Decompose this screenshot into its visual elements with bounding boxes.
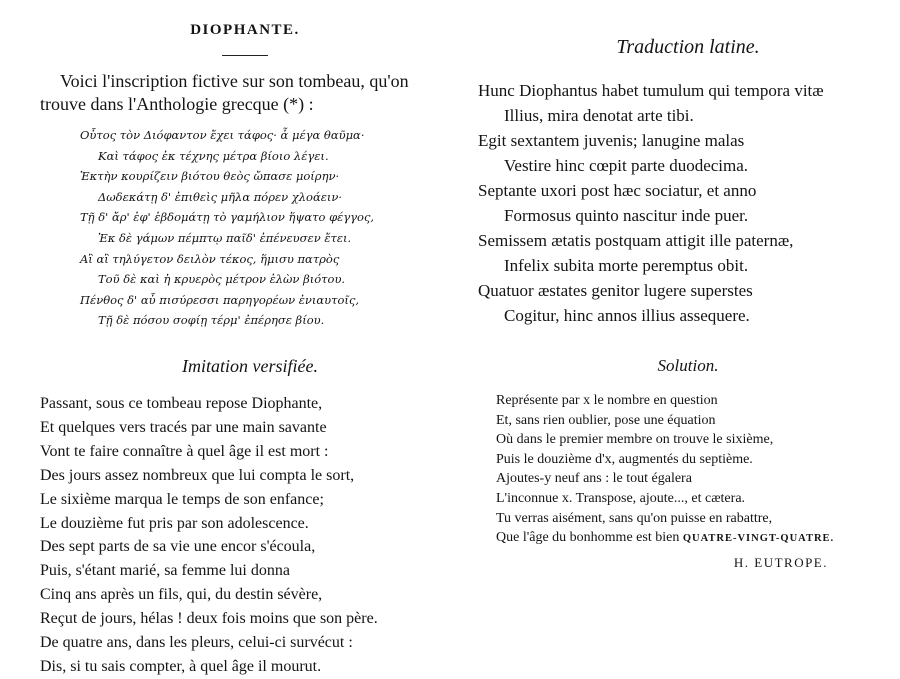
latin-poem: [478, 78, 898, 328]
latin-line: Egit sextantem juvenis; lanugine malas: [478, 131, 745, 150]
greek-line: Καὶ τάφος ἐκ τέχνης μέτρα βίοιο λέγει.: [98, 148, 329, 163]
latin-line: Quatuor æstates genitor lugere superstes: [478, 281, 753, 300]
french-line: Passant, sous ce tombeau repose Diophante,: [40, 395, 323, 412]
latin-line: Infelix subita morte peremptus obit.: [504, 256, 749, 275]
greek-line: Πένθος δ' αὖ πισύρεσσι παρηγορέων ἐνιαυτοῖς,: [80, 292, 360, 307]
title-divider: [222, 55, 268, 56]
french-line: Cinq ans après un fils, qui, du destin sévère,: [40, 586, 323, 604]
solution-line: Tu verras aisément, sans qu'on puisse en rabattre,: [496, 510, 773, 526]
solution-line: Ajoutes-y neuf ans : le tout égalera: [496, 471, 692, 487]
imitation-heading: Imitation versifiée.: [182, 356, 318, 376]
latin-line: Illius, mira denotat arte tibi.: [504, 106, 694, 125]
intro-line: Voici l'inscription fictive sur son tombeau, qu'on: [60, 71, 409, 91]
last-line-text: Que l'âge du bonhomme est bien: [496, 530, 683, 546]
greek-line: Τῇ δ' ἄρ' ἐφ' ἑβδομάτῃ τὸ γαμήλιον ἥψατο φέγγος,: [80, 210, 375, 225]
french-line: Reçut de jours, hélas ! deux fois moins que son père.: [40, 610, 378, 628]
latin-line: Formosus quinto nascitur inde puer.: [504, 206, 749, 225]
greek-inscription-section: [40, 22, 450, 331]
french-line: Et quelques vers tracés par une main savante: [40, 418, 327, 436]
solution-poem: [478, 391, 898, 549]
greek-epigram: [40, 125, 450, 331]
french-line: Dis, si tu sais compter, à quel âge il mourut.: [40, 657, 322, 675]
latin-translation-section: [478, 36, 898, 328]
french-poem: [40, 392, 460, 679]
greek-line: Ἑκτὴν κουρίζειν βιότου θεὸς ὤπασε μοίρην·: [80, 169, 340, 184]
french-line: Des sept parts de sa vie une encor s'écoula,: [40, 538, 316, 556]
solution-line: L'inconnue x. Transpose, ajoute..., et cætera.: [496, 490, 746, 506]
page-title: DIOPHANTE.: [190, 22, 300, 38]
intro-paragraph: [40, 70, 450, 116]
solution-section: [478, 356, 898, 571]
latin-line: Septante uxori post hæc sociatur, et anno: [478, 181, 757, 200]
solution-line: Et, sans rien oublier, pose une équation: [496, 412, 716, 428]
solution-last-line: [496, 528, 898, 549]
author-signature: H. EUTROPE.: [733, 554, 828, 570]
latin-line: Hunc Diophantus habet tumulum qui tempora vitæ: [478, 81, 824, 100]
greek-line: Ἐκ δὲ γάμων πέμπτῳ παῖδ' ἐπένευσεν ἔτει.: [98, 230, 352, 245]
french-imitation-section: [40, 356, 460, 679]
french-line: De quatre ans, dans les pleurs, celui-ci survécut :: [40, 634, 353, 652]
latin-line: Cogitur, hinc annos illius assequere.: [504, 306, 750, 325]
solution-heading: Solution.: [657, 356, 719, 375]
latin-line: Vestire hinc cœpit parte duodecima.: [504, 156, 749, 175]
greek-line: Τῇ δὲ πόσου σοφίῃ τέρμ' ἐπέρησε βίου.: [98, 313, 325, 328]
solution-line: Représente par x le nombre en question: [496, 393, 718, 408]
french-line: Vont te faire connaître à quel âge il est mort :: [40, 442, 329, 460]
latin-line: Semissem ætatis postquam attigit ille paternæ,: [478, 231, 794, 250]
greek-line: Δωδεκάτῃ δ' ἐπιθεὶς μῆλα πόρεν χλοάειν·: [98, 189, 343, 204]
greek-line: Αἲ αἲ τηλύγετον δειλὸν τέκος, ἥμισυ πατρὸς: [80, 251, 340, 266]
french-line: Le douzième fut pris par son adolescence.: [40, 514, 309, 532]
latin-heading: Traduction latine.: [616, 36, 760, 58]
greek-line: Οὗτος τὸν Διόφαντον ἔχει τάφος· ἆ μέγα θαῦμα·: [80, 128, 365, 142]
greek-line: Τοῦ δὲ καὶ ἡ κρυερὸς μέτρον ἑλὼν βιότου.: [98, 272, 346, 287]
french-line: Puis, s'étant marié, sa femme lui donna: [40, 562, 290, 580]
french-line: Le sixième marqua le temps de son enfance;: [40, 490, 324, 508]
solution-line: Où dans le premier membre on trouve le sixième,: [496, 432, 774, 448]
intro-line: trouve dans l'Anthologie grecque (*) :: [40, 94, 314, 114]
answer-caps: QUATRE-VINGT-QUATRE.: [682, 533, 835, 545]
solution-line: Puis le douzième d'x, augmentés du septième.: [496, 451, 753, 467]
french-line: Des jours assez nombreux que lui compta le sort,: [40, 466, 355, 484]
